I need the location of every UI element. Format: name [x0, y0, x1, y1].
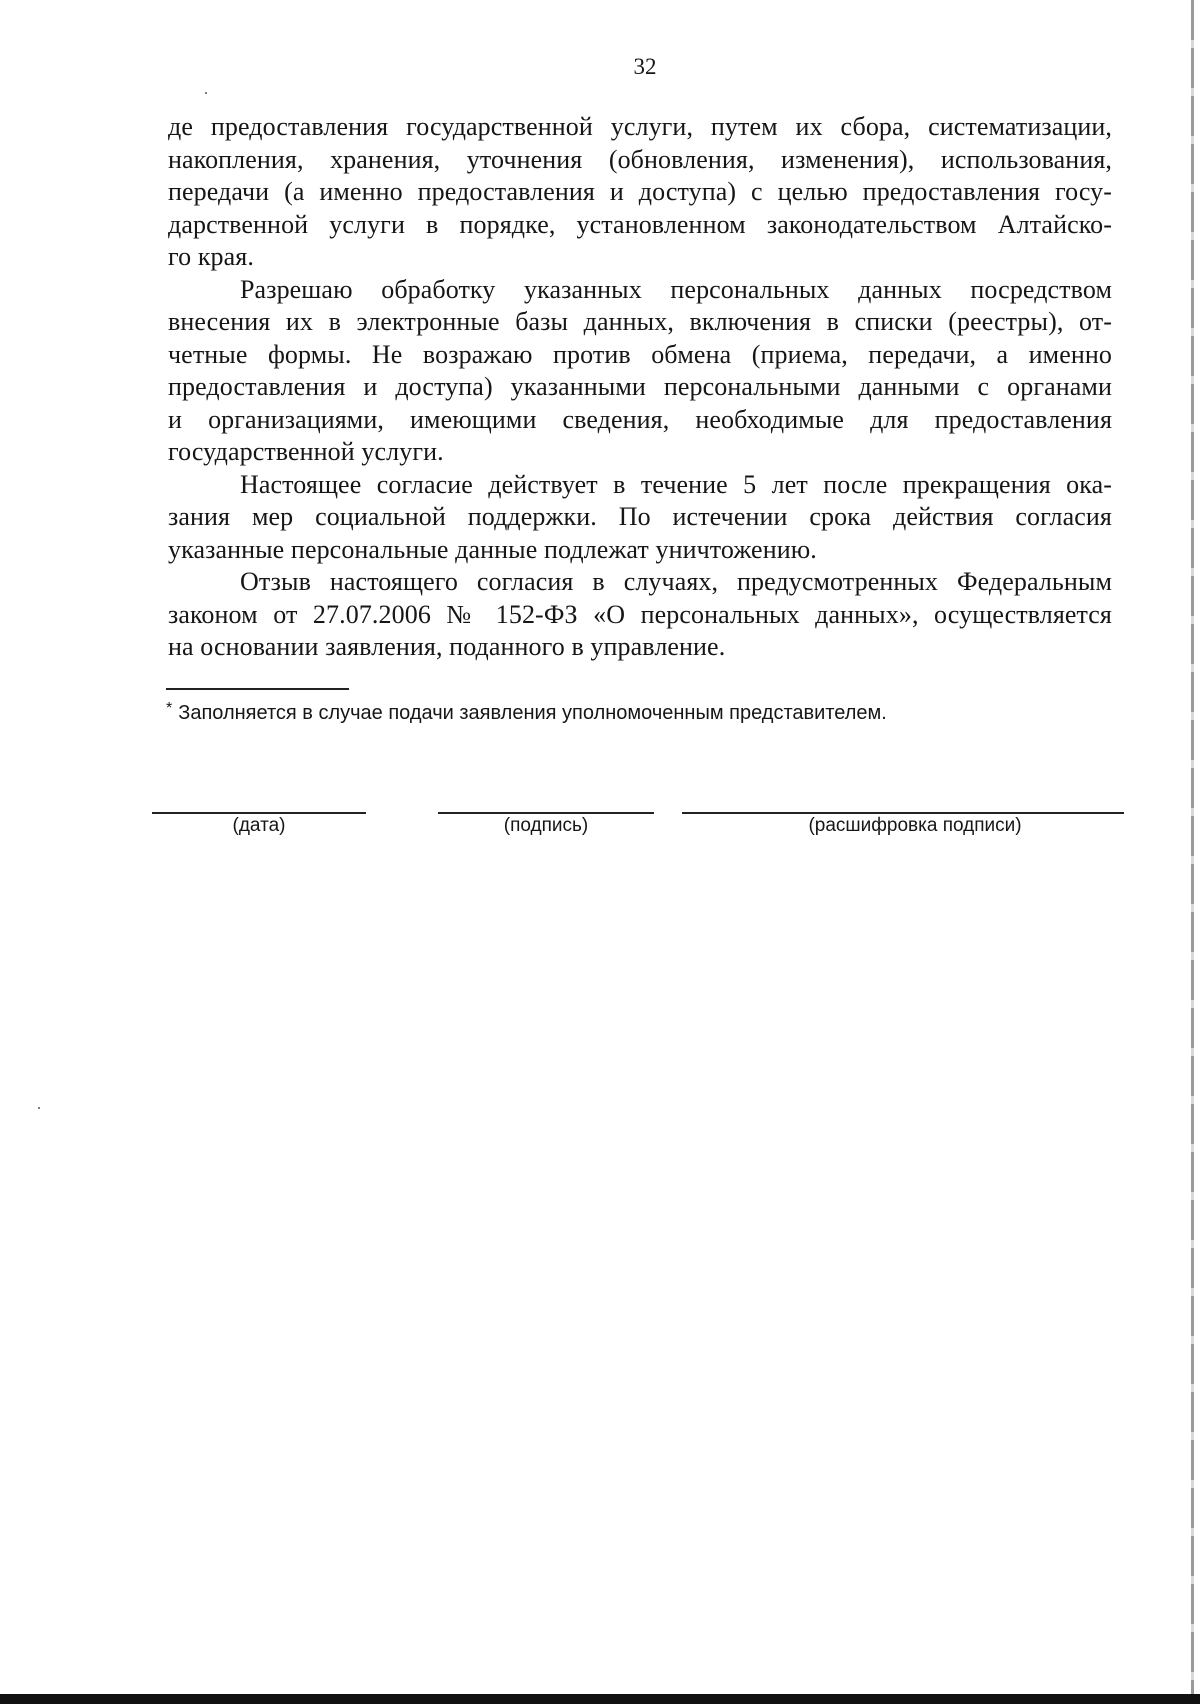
footnote	[166, 700, 887, 725]
paragraph-line: на основании заявления, поданного в управление.	[168, 632, 726, 661]
consent-text	[168, 111, 1112, 664]
signature-label: (подпись)	[503, 815, 589, 836]
footnote-marker: *	[166, 700, 173, 717]
scan-border	[0, 1694, 1200, 1704]
paragraph-line: де предоставления государственной услуги, путем их сбора, систематизации,	[168, 112, 1112, 141]
scan-speck	[205, 92, 207, 94]
date-label: (дата)	[232, 815, 286, 836]
paragraph-line: предоставления и доступа) указанными персональными данными с органами	[168, 372, 1112, 401]
paragraph-line: дарственной услуги в порядке, установленном законодательством Алтайско-	[168, 209, 1112, 239]
paragraph-line: накопления, хранения, уточнения (обновления, изменения), использования,	[168, 144, 1112, 174]
signature-decryption-label: (расшифровка подписи)	[808, 815, 1022, 836]
paragraph-line: четные формы. Не возражаю против обмена (приема, передачи, а именно	[168, 339, 1112, 369]
footnote-separator	[166, 688, 349, 690]
scan-speck	[38, 1107, 40, 1109]
paragraph-line: государственной услуги.	[168, 437, 444, 466]
paragraph-line: Отзыв настоящего согласия в случаях, предусмотренных Федеральным	[240, 567, 1112, 596]
paragraph-line: и организациями, имеющими сведения, необходимые для предоставления	[168, 404, 1112, 434]
paragraph-line: внесения их в электронные базы данных, включения в списки (реестры), от-	[168, 307, 1112, 336]
footnote-text: Заполняется в случае подачи заявления уполномоченным представителем.	[178, 702, 887, 724]
paragraph-line: го края.	[168, 242, 254, 271]
signature-decryption-line	[682, 812, 1124, 814]
paragraph-line: указанные персональные данные подлежат уничтожению.	[168, 534, 817, 564]
paragraph-line: законом от 27.07.2006 № 152-ФЗ «О персональных данных», осуществляется	[168, 599, 1112, 629]
scan-edge	[1191, 0, 1194, 1694]
date-line	[152, 812, 366, 814]
paragraph-line: зания мер социальной поддержки. По истечении срока действия согласия	[168, 502, 1112, 531]
paragraph-line: Настоящее согласие действует в течение 5 лет после прекращения ока-	[240, 469, 1112, 499]
paragraph-line: передачи (а именно предоставления и доступа) с целью предоставления госу-	[168, 177, 1112, 206]
paragraph-line: Разрешаю обработку указанных персональных данных посредством	[240, 274, 1112, 304]
page-number: 32	[633, 54, 657, 79]
signature-line	[438, 812, 654, 814]
